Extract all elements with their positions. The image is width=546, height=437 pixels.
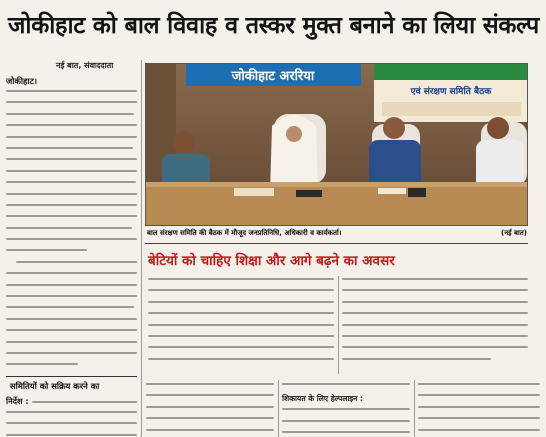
text-line (6, 147, 133, 149)
helpline-heading: शिकायत के लिए हेल्पलाइन : (282, 394, 364, 404)
text-line (282, 420, 410, 422)
text-line (418, 429, 540, 431)
text-line (148, 335, 334, 337)
banner-right-text: एवं संरक्षण समिति बैठक (410, 87, 492, 97)
sub-article-column-2 (342, 278, 528, 369)
text-line (418, 383, 540, 385)
text-line (6, 272, 137, 274)
text-line (146, 383, 274, 385)
lead-word: जोकीहाट। (6, 76, 37, 86)
text-line (32, 401, 137, 403)
text-line (148, 301, 334, 303)
text-line (6, 158, 137, 160)
text-line (6, 411, 137, 413)
column-divider (278, 380, 279, 437)
sub-article-column-1 (148, 278, 334, 369)
text-line (6, 318, 137, 320)
box-lead: निर्देश : (6, 396, 29, 406)
left-article-column-lower (6, 396, 137, 437)
text-line (6, 181, 136, 183)
text-line (146, 429, 274, 431)
text-line (6, 136, 137, 138)
text-line (418, 417, 540, 419)
left-article-column (6, 76, 137, 366)
photo-caption (147, 229, 527, 241)
text-line (6, 284, 137, 286)
text-line (6, 113, 134, 115)
text-line (6, 227, 132, 229)
text-line (148, 346, 334, 348)
text-line (6, 363, 78, 365)
text-line (6, 329, 137, 331)
bottom-column-3 (418, 383, 540, 437)
text-line (148, 324, 334, 326)
text-line (6, 90, 137, 92)
text-line (146, 394, 274, 396)
text-line (148, 289, 334, 291)
text-line (342, 278, 528, 280)
text-line (6, 238, 137, 240)
text-line (6, 170, 137, 172)
text-line (418, 406, 540, 408)
dateline: नई बात, संवाददाता (56, 61, 114, 70)
banner-left-text: जोकीहाट अररिया (231, 69, 315, 84)
caption-text: बाल संरक्षण समिति की बैठक में मौजूद जनप्रतिनिधि, अधिकारी व कार्यकर्ता। (147, 229, 342, 237)
column-divider (338, 276, 339, 374)
text-line (6, 422, 137, 424)
column-divider (141, 60, 142, 437)
text-line (6, 124, 137, 126)
text-line (342, 301, 528, 303)
divider (6, 376, 137, 377)
column-divider (414, 380, 415, 437)
text-line (282, 383, 410, 385)
text-line (282, 431, 410, 433)
text-line (342, 358, 491, 360)
text-line (6, 434, 137, 436)
text-line (342, 324, 528, 326)
text-line (6, 193, 137, 195)
box-heading: समितियों को सक्रिय करने का (10, 381, 100, 391)
subheadline: बेटियों को चाहिए शिक्षा और आगे बढ़ने का अवसर (148, 253, 395, 269)
text-line (148, 358, 334, 360)
text-line (16, 261, 137, 263)
bottom-column-1 (146, 383, 274, 437)
text-line (6, 295, 137, 297)
text-line (342, 289, 528, 291)
text-line (146, 406, 274, 408)
text-line (6, 204, 137, 206)
text-line (6, 306, 134, 308)
text-line (6, 341, 137, 343)
text-line (146, 417, 274, 419)
caption-credit: (नई बात) (501, 229, 527, 237)
text-line (418, 394, 540, 396)
text-line (342, 312, 528, 314)
divider (145, 243, 528, 244)
text-line (342, 346, 528, 348)
text-line (6, 352, 137, 354)
headline: जोकीहाट को बाल विवाह व तस्कर मुक्त बनाने का लिया संकल्प (8, 11, 539, 39)
bottom-column-2 (282, 383, 410, 437)
meeting-photo (145, 63, 528, 226)
text-line (148, 312, 334, 314)
text-line (342, 335, 528, 337)
text-line (6, 249, 87, 251)
text-line (148, 278, 334, 280)
text-line (6, 215, 137, 217)
text-line (282, 408, 410, 410)
text-line (6, 101, 137, 103)
